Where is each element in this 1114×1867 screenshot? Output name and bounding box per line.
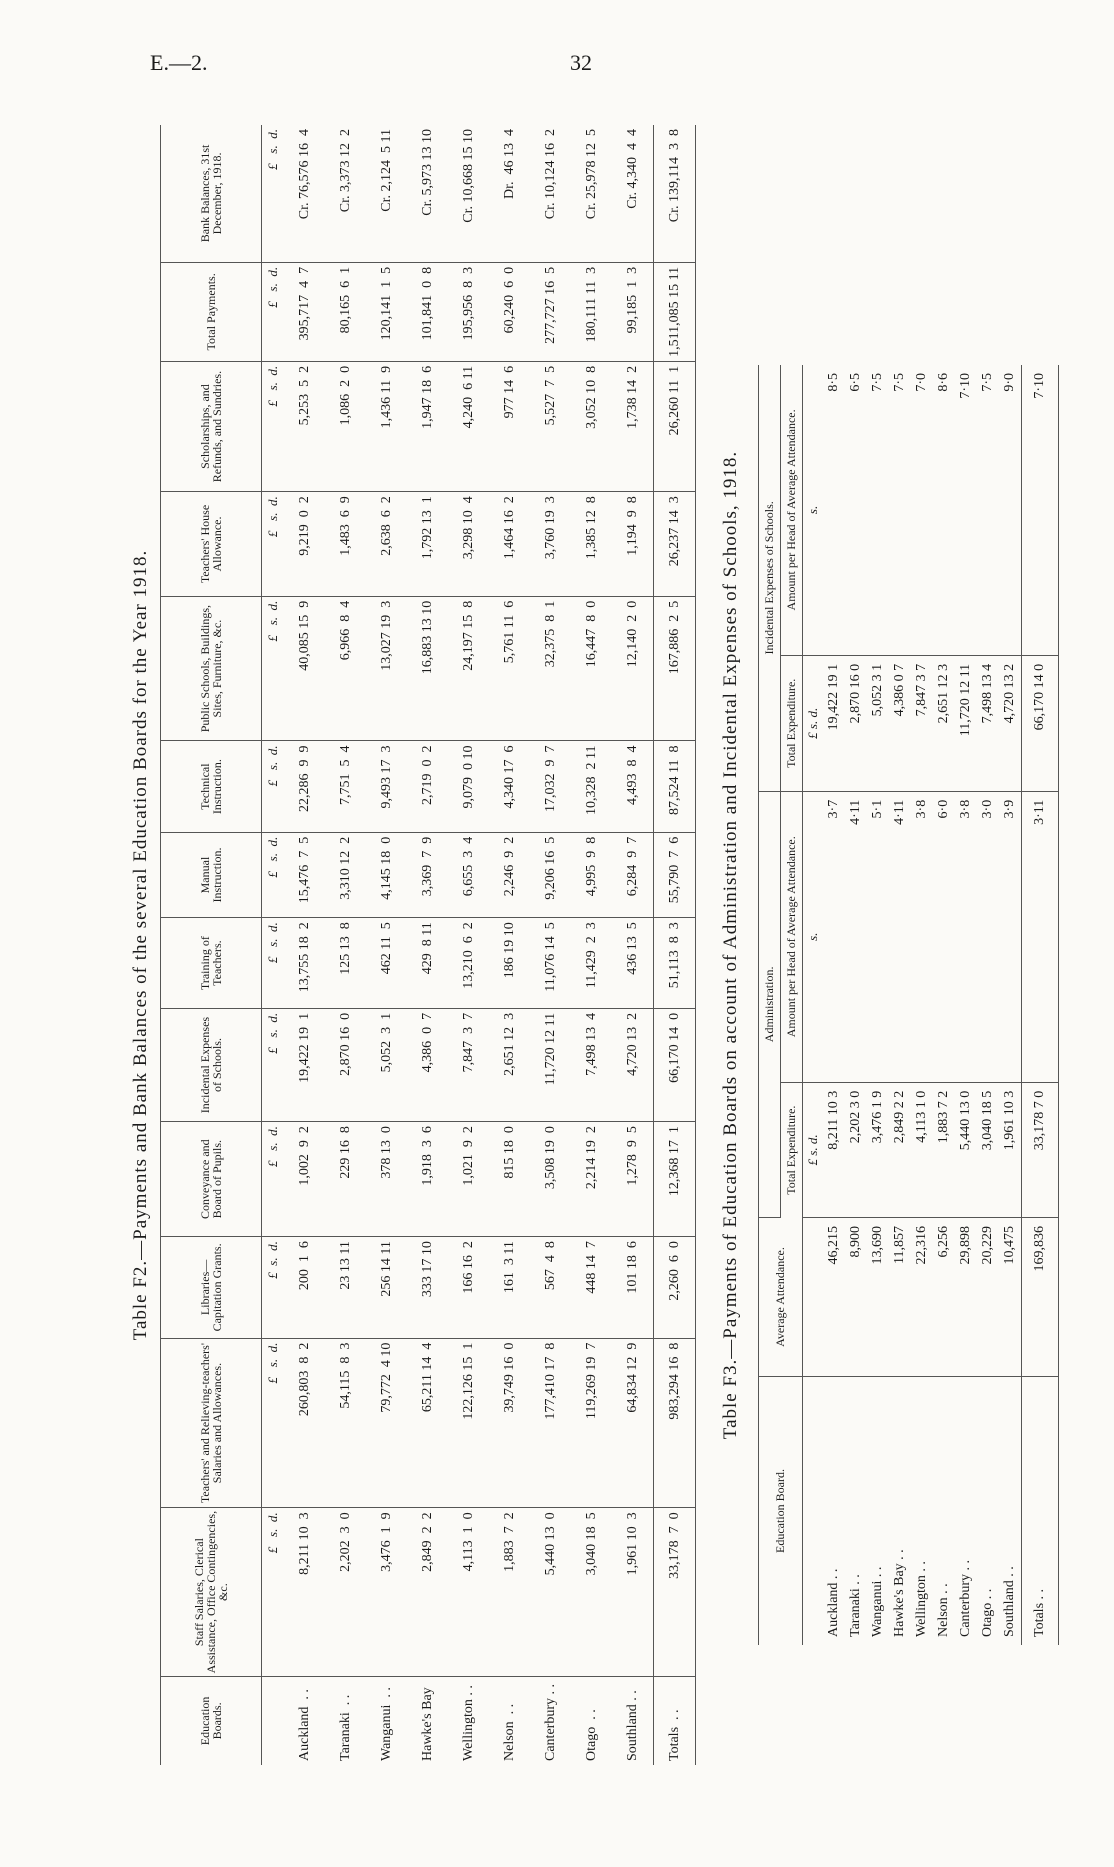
f2-column-header: Incidental Expenses of Schools. [161,1008,262,1121]
total-cell: 33,178 7 0 [1022,1082,1059,1217]
f2-column-header: Manual Instruction. [161,832,262,917]
units-cell: s. [803,365,824,655]
value-cell: 7·5 [867,365,889,655]
page-number: 32 [570,50,592,75]
value-cell: 3·0 [977,791,999,1082]
total-cell: 55,790 7 6 [654,832,696,917]
amount-cell: 7,498 13 4 [571,1008,612,1121]
board-name: Wellington . . [914,1561,929,1637]
amount-cell: Dr. 46 13 4 [489,125,530,262]
f3-col-incidental-total: Total Expenditure. [781,655,803,791]
amount-cell: 40,085 15 9 [284,596,325,741]
value-cell: 13,690 [867,1218,889,1377]
total-cell: Cr. 139,114 3 8 [654,125,696,262]
amount-cell: 99,185 1 3 [612,262,654,361]
table-f3-caption: Table F3.—Payments of Education Boards on account of Administration and Incidental Expenses of Schools, 1918. [720,450,741,1440]
table-row [489,125,530,1765]
f2-column-header: Scholarships, and Refunds, and Sundries. [161,361,262,491]
total-cell: 983,294 16 8 [654,1338,696,1508]
units-cell: £ s. d. [262,1122,285,1237]
amount-cell: 6,284 9 7 [612,832,654,917]
amount-cell: 22,286 9 9 [284,741,325,832]
value-cell: 3·9 [999,791,1022,1082]
amount-cell: 161 3 11 [489,1237,530,1339]
value-cell: 4,386 0 7 [889,655,911,791]
amount-cell: 4,145 18 0 [366,832,407,917]
total-cell: 51,113 8 3 [654,918,696,1009]
value-cell: 3·8 [911,791,933,1082]
table-row [889,365,911,1645]
board-name: Taranaki . . [337,1694,353,1761]
amount-cell: 11,429 2 3 [571,918,612,1009]
amount-cell: 17,032 9 7 [530,741,571,832]
table-row [612,125,654,1765]
amount-cell: 15,476 7 5 [284,832,325,917]
value-cell: 2,202 3 0 [845,1082,867,1217]
amount-cell: Cr. 3,373 12 2 [325,125,366,262]
units-cell: £ s. d. [262,262,285,361]
amount-cell: 6,655 3 4 [448,832,489,917]
value-cell: 20,229 [977,1218,999,1377]
amount-cell: 16,883 13 10 [407,596,448,741]
amount-cell: 1,278 9 5 [612,1122,654,1237]
amount-cell: 23 13 11 [325,1237,366,1339]
amount-cell: 815 18 0 [489,1122,530,1237]
value-cell: 5,440 13 0 [955,1082,977,1217]
amount-cell: 13,210 6 2 [448,918,489,1009]
value-cell: 7·0 [911,365,933,655]
value-cell: 2,870 16 0 [845,655,867,791]
f3-group-admin: Administration. [759,791,781,1217]
f3-col-board: Education Board. [759,1377,803,1646]
amount-cell: 200 1 6 [284,1237,325,1339]
value-cell: 7,498 13 4 [977,655,999,791]
value-cell: 1,883 7 2 [933,1082,955,1217]
table-row [530,125,571,1765]
f2-column-header: Conveyance and Board of Pupils. [161,1122,262,1237]
value-cell: 6·0 [933,791,955,1082]
amount-cell: 2,214 19 2 [571,1122,612,1237]
total-cell: 66,170 14 0 [654,1008,696,1121]
total-cell: 66,170 14 0 [1022,655,1059,791]
amount-cell: 16,447 8 0 [571,596,612,741]
board-name: Otago . . [583,1709,599,1761]
amount-cell: 24,197 15 8 [448,596,489,741]
amount-cell: 9,493 17 3 [366,741,407,832]
amount-cell: 39,749 16 0 [489,1338,530,1508]
amount-cell: 13,755 18 2 [284,918,325,1009]
totals-label: Totals . . [1022,1377,1059,1646]
amount-cell: 186 19 10 [489,918,530,1009]
amount-cell: 2,651 12 3 [489,1008,530,1121]
table-row [366,125,407,1765]
units-cell: £ s. d. [262,361,285,491]
amount-cell: 3,760 19 3 [530,492,571,596]
table-f2 [160,125,696,1765]
amount-cell: 1,002 9 2 [284,1122,325,1237]
table-f3-units-row [803,365,824,1645]
units-cell: £ s. d. [262,918,285,1009]
amount-cell: 1,483 6 9 [325,492,366,596]
amount-cell: 120,141 1 5 [366,262,407,361]
amount-cell: 80,165 6 1 [325,262,366,361]
amount-cell: 229 16 8 [325,1122,366,1237]
amount-cell: 3,310 12 2 [325,832,366,917]
amount-cell: 977 14 6 [489,361,530,491]
table-row [284,125,325,1765]
board-name: Auckland . . [826,1568,841,1637]
value-cell: 8,211 10 3 [823,1082,845,1217]
amount-cell: 3,508 19 0 [530,1122,571,1237]
total-cell: 1,511,085 15 11 [654,262,696,361]
total-cell: 3·11 [1022,791,1059,1082]
value-cell: 29,898 [955,1218,977,1377]
value-cell: 11,857 [889,1218,911,1377]
amount-cell: 180,111 11 3 [571,262,612,361]
table-row [448,125,489,1765]
units-cell: £ s. d. [803,655,824,791]
amount-cell: 1,738 14 2 [612,361,654,491]
amount-cell: 12,140 2 0 [612,596,654,741]
value-cell: 11,720 12 11 [955,655,977,791]
amount-cell: Cr. 4,340 4 4 [612,125,654,262]
board-name: Auckland . . [296,1689,312,1761]
value-cell: 7·5 [977,365,999,655]
board-name: Hawke's Bay . . [892,1549,907,1637]
value-cell: 2,849 2 2 [889,1082,911,1217]
amount-cell: 79,772 4 10 [366,1338,407,1508]
amount-cell: 4,240 6 11 [448,361,489,491]
amount-cell: 2,719 0 2 [407,741,448,832]
amount-cell: 1,385 12 8 [571,492,612,596]
table-row [911,365,933,1645]
table-f2-units-row [262,125,285,1765]
amount-cell: 5,761 11 6 [489,596,530,741]
amount-cell: 64,834 12 9 [612,1338,654,1508]
table-f3 [758,365,1059,1645]
table-f3-totals-row [1022,365,1059,1645]
f3-col-admin-per-head: Amount per Head of Average Attendance. [781,791,803,1082]
amount-cell: 122,126 15 1 [448,1338,489,1508]
amount-cell: 65,211 14 4 [407,1338,448,1508]
value-cell: 3·7 [823,791,845,1082]
board-name: Canterbury . . [958,1560,973,1637]
f3-group-incidental: Incidental Expenses of Schools. [759,365,781,791]
board-name: Wellington . . [460,1685,476,1761]
amount-cell: Cr. 76,576 16 4 [284,125,325,262]
value-cell: 9·0 [999,365,1022,655]
value-cell: 4·11 [845,791,867,1082]
value-cell: 8·5 [823,365,845,655]
total-cell: 26,260 11 1 [654,361,696,491]
table-row [325,125,366,1765]
amount-cell: 1,086 2 0 [325,361,366,491]
amount-cell: 7,847 3 7 [448,1008,489,1121]
value-cell: 4·11 [889,791,911,1082]
value-cell: 3·8 [955,791,977,1082]
f2-column-header: Teachers' and Relieving-teachers' Salaries and Allowances. [161,1338,262,1508]
f2-column-header: Education Boards. [161,1676,262,1765]
amount-cell: 333 17 10 [407,1237,448,1339]
page-header-reference: E.—2. [150,50,208,75]
value-cell: 4,113 1 0 [911,1082,933,1217]
amount-cell: 567 4 8 [530,1237,571,1339]
amount-cell: 60,240 6 0 [489,262,530,361]
table-f2-totals-row [654,125,696,1765]
amount-cell: 2,849 2 2 [407,1508,448,1676]
amount-cell: 2,246 9 2 [489,832,530,917]
totals-label: Totals . . [654,1676,696,1765]
amount-cell: Cr. 2,124 5 11 [366,125,407,262]
table-f3-group-row [759,365,781,1645]
value-cell: 5,052 3 1 [867,655,889,791]
table-f2-header-row [161,125,262,1765]
amount-cell: 54,115 8 3 [325,1338,366,1508]
amount-cell: 378 13 0 [366,1122,407,1237]
board-name: Southland . . [1002,1566,1017,1637]
amount-cell: 1,883 7 2 [489,1508,530,1676]
value-cell: 8·6 [933,365,955,655]
units-cell: £ s. d. [262,1008,285,1121]
f2-column-header: Total Payments. [161,262,262,361]
units-cell: £ s. d. [262,832,285,917]
amount-cell: Cr. 25,978 12 5 [571,125,612,262]
amount-cell: 10,328 2 11 [571,741,612,832]
value-cell: 6,256 [933,1218,955,1377]
total-cell: 26,237 14 3 [654,492,696,596]
amount-cell: 11,720 12 11 [530,1008,571,1121]
amount-cell: 101,841 0 8 [407,262,448,361]
table-row [571,125,612,1765]
amount-cell: 6,966 8 4 [325,596,366,741]
value-cell: 3,476 1 9 [867,1082,889,1217]
amount-cell: 5,052 3 1 [366,1008,407,1121]
amount-cell: 3,052 10 8 [571,361,612,491]
rotated-page-content [130,125,1047,1765]
total-cell: 33,178 7 0 [654,1508,696,1676]
amount-cell: 1,464 16 2 [489,492,530,596]
f3-col-attendance: Average Attendance. [759,1218,803,1377]
amount-cell: 4,493 8 4 [612,741,654,832]
f3-col-admin-total: Total Expenditure. [781,1082,803,1217]
units-cell: £ s. d. [262,596,285,741]
board-name: Wanganui . . [870,1566,885,1637]
units-cell: £ s. d. [262,1508,285,1676]
f2-column-header: Staff Salaries, Clerical Assistance, Office Contingencies, &c. [161,1508,262,1676]
f2-column-header: Technical Instruction. [161,741,262,832]
amount-cell: 19,422 19 1 [284,1008,325,1121]
table-row [999,365,1022,1645]
amount-cell: 1,021 9 2 [448,1122,489,1237]
value-cell: 1,961 10 3 [999,1082,1022,1217]
total-cell: 169,836 [1022,1218,1059,1377]
amount-cell: 3,476 1 9 [366,1508,407,1676]
amount-cell: 195,956 8 3 [448,262,489,361]
units-cell: £ s. d. [262,125,285,262]
units-cell: s. [803,791,824,1082]
board-name: Canterbury . . [542,1684,558,1761]
value-cell: 6·5 [845,365,867,655]
amount-cell: 11,076 14 5 [530,918,571,1009]
amount-cell: 4,720 13 2 [612,1008,654,1121]
amount-cell: 3,040 18 5 [571,1508,612,1676]
total-cell: 7·10 [1022,365,1059,655]
units-cell [262,1676,285,1765]
table-row [407,125,448,1765]
amount-cell: 9,219 0 2 [284,492,325,596]
value-cell: 5·1 [867,791,889,1082]
board-name: Otago . . [980,1588,995,1637]
value-cell: 4,720 13 2 [999,655,1022,791]
amount-cell: 4,995 9 8 [571,832,612,917]
f2-column-header: Teachers' House Allowance. [161,492,262,596]
amount-cell: 13,027 19 3 [366,596,407,741]
amount-cell: 3,369 7 9 [407,832,448,917]
units-cell: £ s. d. [803,1082,824,1217]
amount-cell: 1,792 13 1 [407,492,448,596]
amount-cell: 166 16 2 [448,1237,489,1339]
table-row [977,365,999,1645]
value-cell: 10,475 [999,1218,1022,1377]
f2-column-header: Public Schools, Buildings, Sites, Furniture, &c. [161,596,262,741]
total-cell: 12,368 17 1 [654,1122,696,1237]
amount-cell: 1,918 3 6 [407,1122,448,1237]
amount-cell: 119,269 19 7 [571,1338,612,1508]
amount-cell: 7,751 5 4 [325,741,366,832]
f2-column-header: Bank Balances, 31st December, 1918. [161,125,262,262]
amount-cell: 5,440 13 0 [530,1508,571,1676]
amount-cell: 436 13 5 [612,918,654,1009]
table-row [845,365,867,1645]
value-cell: 8,900 [845,1218,867,1377]
board-name: Nelson . . [501,1703,517,1761]
amount-cell: Cr. 5,973 13 10 [407,125,448,262]
board-name: Wanganui . . [378,1687,394,1761]
amount-cell: 1,194 9 8 [612,492,654,596]
amount-cell: 4,386 0 7 [407,1008,448,1121]
units-cell: £ s. d. [262,741,285,832]
value-cell: 22,316 [911,1218,933,1377]
f3-col-incidental-per-head: Amount per Head of Average Attendance. [781,365,803,655]
units-cell: £ s. d. [262,492,285,596]
board-name: Taranaki . . [848,1574,863,1637]
table-row [823,365,845,1645]
amount-cell: 4,340 17 6 [489,741,530,832]
table-row [867,365,889,1645]
amount-cell: 2,638 6 2 [366,492,407,596]
value-cell: 2,651 12 3 [933,655,955,791]
value-cell: 7·10 [955,365,977,655]
value-cell: 3,040 18 5 [977,1082,999,1217]
amount-cell: 5,253 5 2 [284,361,325,491]
table-row [955,365,977,1645]
amount-cell: 1,436 11 9 [366,361,407,491]
amount-cell: 395,717 4 7 [284,262,325,361]
amount-cell: 9,079 0 10 [448,741,489,832]
amount-cell: 5,527 7 5 [530,361,571,491]
value-cell: 46,215 [823,1218,845,1377]
value-cell: 19,422 19 1 [823,655,845,791]
amount-cell: 2,202 3 0 [325,1508,366,1676]
amount-cell: 1,947 18 6 [407,361,448,491]
value-cell: 7,847 3 7 [911,655,933,791]
total-cell: 87,524 11 8 [654,741,696,832]
table-row [933,365,955,1645]
amount-cell: 125 13 8 [325,918,366,1009]
amount-cell: Cr. 10,668 15 10 [448,125,489,262]
board-name: Hawke's Bay [419,1687,435,1761]
value-cell: 7·5 [889,365,911,655]
units-cell: £ s. d. [262,1237,285,1339]
f2-column-header: Libraries—Capitation Grants. [161,1237,262,1339]
amount-cell: 277,727 16 5 [530,262,571,361]
amount-cell: 2,870 16 0 [325,1008,366,1121]
amount-cell: 256 14 11 [366,1237,407,1339]
amount-cell: 4,113 1 0 [448,1508,489,1676]
amount-cell: 32,375 8 1 [530,596,571,741]
amount-cell: 448 14 7 [571,1237,612,1339]
total-cell: 167,886 2 5 [654,596,696,741]
amount-cell: 462 11 5 [366,918,407,1009]
amount-cell: 101 18 6 [612,1237,654,1339]
amount-cell: 429 8 11 [407,918,448,1009]
board-name: Southland . . [624,1690,640,1761]
amount-cell: Cr. 10,124 16 2 [530,125,571,262]
table-f2-caption: Table F2.—Payments and Bank Balances of the several Education Boards for the Year 1918. [130,549,151,1341]
amount-cell: 1,961 10 3 [612,1508,654,1676]
board-name: Nelson . . [936,1583,951,1637]
amount-cell: 8,211 10 3 [284,1508,325,1676]
amount-cell: 260,803 8 2 [284,1338,325,1508]
amount-cell: 177,410 17 8 [530,1338,571,1508]
amount-cell: 9,206 16 5 [530,832,571,917]
amount-cell: 3,298 10 4 [448,492,489,596]
f2-column-header: Training of Teachers. [161,918,262,1009]
total-cell: 2,260 6 0 [654,1237,696,1339]
units-cell: £ s. d. [262,1338,285,1508]
